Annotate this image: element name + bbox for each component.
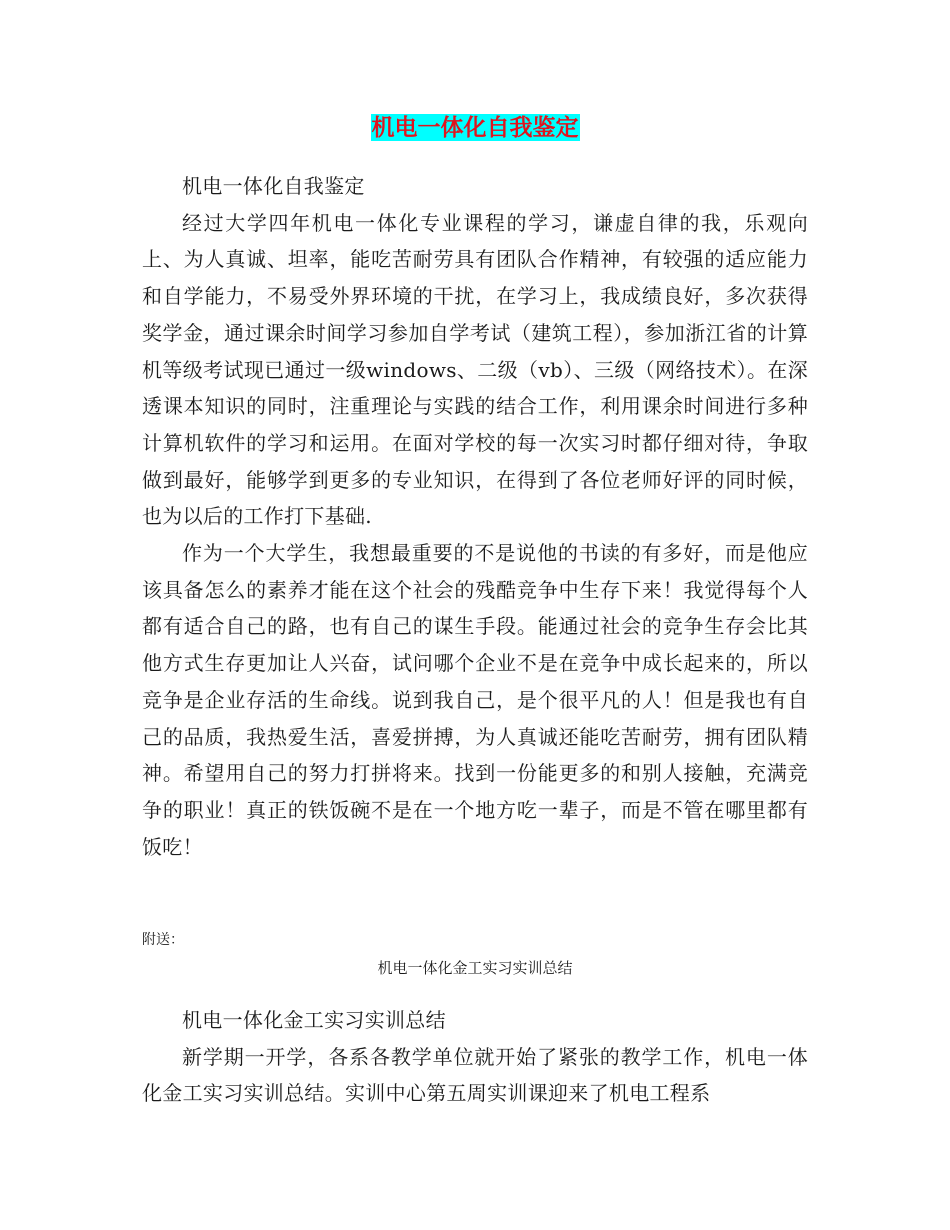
document-title <box>0 113 950 143</box>
document-title-text: 机电一体化自我鉴定 <box>371 114 579 141</box>
paragraph-competition-view: 作为一个大学生，我想最重要的不是说他的书读的有多好，而是他应该具备怎么的素养才能在这个社会的残酷竞争中生存下来！我觉得每个人都有适合自己的路，也有自己的谋生手段。能通过社会的竞争生存会比其他方式生存更加让人兴奋，试问哪个企业不是在竞争中成长起来的，所以竞争是企业存活的生命线。说到我自己，是个很平凡的人！但是我也有自己的品质，我热爱生活，喜爱拼搏，为人真诚还能吃苦耐劳，拥有团队精神。希望用自己的努力打拼将来。找到一份能更多的和别人接触，充满竞争的职业！真正的铁饭碗不是在一个地方吃一辈子，而是不管在哪里都有饭吃！ <box>142 541 808 859</box>
appendix-paragraph: 新学期一开学，各系各教学单位就开始了紧张的教学工作，机电一体化金工实习实训总结。实训中心第五周实训课迎来了机电工程系 <box>142 1044 808 1106</box>
appendix-section <box>142 1002 808 1112</box>
paragraph-study-experience: 经过大学四年机电一体化专业课程的学习，谦虚自律的我，乐观向上、为人真诚、坦率，能吃苦耐劳具有团队合作精神，有较强的适应能力和自学能力，不易受外界环境的干扰，在学习上，我成绩良好，多次获得奖学金，通过课余时间学习参加自学考试（建筑工程），参加浙江省的计算机等级考试现已通过一级windows、二级（vb）、三级（网络技术）。在深透课本知识的同时，注重理论与实践的结合工作，利用课余时间进行多种计算机软件的学习和运用。在面对学校的每一次实习时都仔细对待，争取做到最好，能够学到更多的专业知识，在得到了各位老师好评的同时候，也为以后的工作打下基础. <box>142 210 808 529</box>
appendix-title: 机电一体化金工实习实训总结 <box>377 959 573 977</box>
appendix-label: 附送： <box>142 932 184 948</box>
appendix-heading: 机电一体化金工实习实训总结 <box>182 1008 446 1032</box>
self-assessment-section <box>142 168 808 865</box>
section-heading: 机电一体化自我鉴定 <box>182 174 365 198</box>
